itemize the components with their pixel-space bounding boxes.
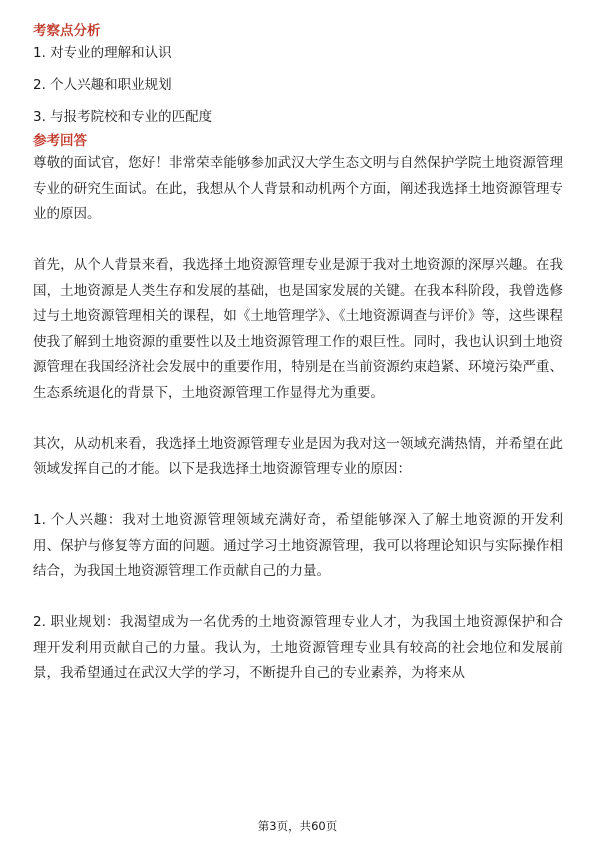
answer-paragraph-intro: 尊敬的面试官，您好！非常荣幸能够参加武汉大学生态文明与自然保护学院土地资源管理专业的研究生面试。在此，我想从个人背景和动机两个方面，阐述我选择土地资源管理专业的原因。 [33,155,563,222]
answer-paragraph-background: 首先，从个人背景来看，我选择土地资源管理专业是源于我对土地资源的深厚兴趣。在我国，土地资源是人类生存和发展的基础，也是国家发展的关键。在我本科阶段，我曾选修过与土地资源管理相关的课程，如《土地管理学》、《土地资源调查与评价》等，这些课程使我了解到土地资源的重要性以及土地资源管理工作的艰巨性。同时，我也认识到土地资源管理在我国经济社会发展中的重要作用，特别是在当前资源约束趋紧、环境污染严重、生态系统退化的背景下，土地资源管理工作显得尤为重要。 [33,257,563,401]
answer-paragraph-motivation: 其次，从动机来看，我选择土地资源管理专业是因为我对这一领域充满热情，并希望在此领域发挥自己的才能。以下是我选择土地资源管理专业的原因： [33,435,563,477]
answer-heading: 参考回答 [33,133,87,149]
analysis-points-list [33,44,563,126]
page-number-footer: 第3页，共60页 [257,819,338,833]
answer-paragraph-interest: 1. 个人兴趣：我对土地资源管理领域充满好奇，希望能够深入了解土地资源的开发利用、保护与修复等方面的问题。通过学习土地资源管理，我可以将理论知识与实际操作相结合，为我国土地资源管理工作贡献自己的力量。 [33,512,563,579]
document-page [33,22,563,712]
analysis-point: 2. 个人兴趣和职业规划 [33,77,172,93]
analysis-point: 3. 与报考院校和专业的匹配度 [33,109,213,125]
analysis-heading: 考察点分析 [33,23,101,39]
answer-paragraph-career: 2. 职业规划：我渴望成为一名优秀的土地资源管理专业人才，为我国土地资源保护和合理开发利用贡献自己的力量。我认为，土地资源管理专业具有较高的社会地位和发展前景，我希望通过在武汉大学的学习，不断提升自己的专业素养，为将来从 [33,614,563,681]
analysis-point: 1. 对专业的理解和认识 [33,45,172,61]
